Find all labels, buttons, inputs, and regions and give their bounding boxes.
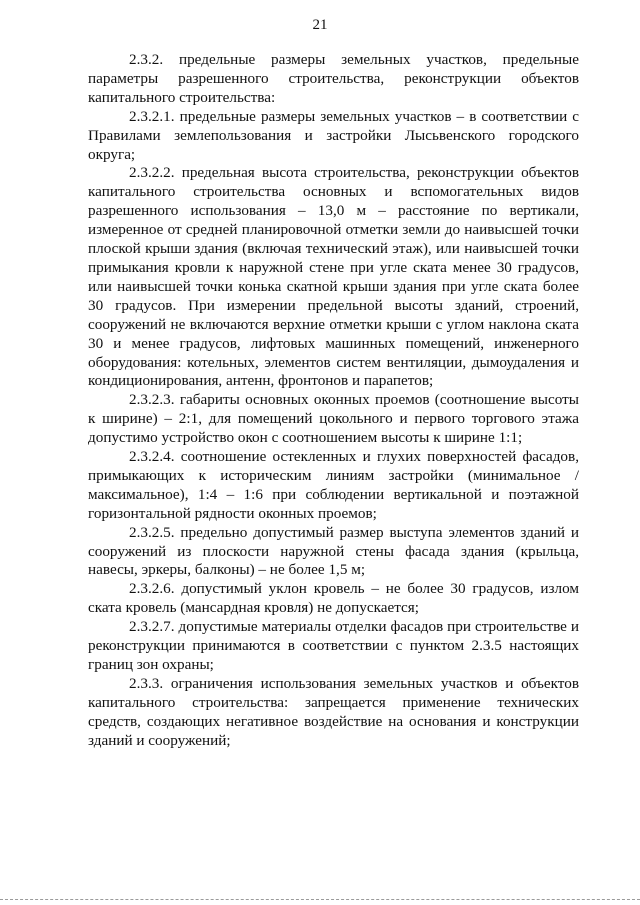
paragraph-2-3-2-7: 2.3.2.7. допустимые материалы отделки фасадов при строительстве и реконструкции принимаются в соответствии с пунктом 2.3.5 настоящих границ зон охраны;: [88, 618, 579, 673]
paragraph-2-3-2-5: 2.3.2.5. предельно допустимый размер выступа элементов зданий и сооружений из плоскости наружной стены фасада здания (крыльца, навесы, эркеры, балконы) – не более 1,5 м;: [88, 523, 579, 579]
document-body: [88, 51, 579, 751]
paragraph-2-3-2-2: 2.3.2.2. предельная высота строительства, реконструкции объектов капитального строительства основных и вспомогательных видов разрешенного использования – 13,0 м – расстояние по вертикали, измеренное от средней планировочной отметки земли до наивысшей точки плоской крыши здания (включая технический этаж), или наивысшей точки примыкания кровли к наружной стене при угле ската менее 30 градусов, или наивысшей точки конька скатной крыши здания при угле ската более 30 градусов. При измерении предельной высоты зданий, строений, сооружений не включаются верхние отметки крыши с углом наклона ската 30 и менее градусов, лифтовых машинных помещений, инженерного оборудования: котельных, элементов систем вентиляции, дымоудаления и кондиционирования, антенн, фронтонов и парапетов;: [88, 164, 579, 390]
paragraph-2-3-3: 2.3.3. ограничения использования земельных участков и объектов капитального строительства: запрещается применение технических средств, создающих негативное воздействие на основания и конструкции зданий и сооружений;: [88, 674, 579, 749]
paragraph-2-3-2-6: 2.3.2.6. допустимый уклон кровель – не более 30 градусов, излом ската кровель (мансардная кровля) не допускается;: [88, 580, 579, 617]
paragraph-2-3-2: 2.3.2. предельные размеры земельных участков, предельные параметры разрешенного строительства, реконструкции объектов капитального строительства:: [88, 51, 579, 106]
paragraph-2-3-2-1: 2.3.2.1. предельные размеры земельных участков – в соответствии с Правилами землепользования и застройки Лысьвенского городского округа;: [88, 107, 579, 163]
page-bottom-divider: [0, 899, 640, 900]
paragraph-2-3-2-4: 2.3.2.4. соотношение остекленных и глухих поверхностей фасадов, примыкающих к историческим линиям застройки (минимальное / максимальное), 1:4 – 1:6 при соблюдении вертикальной и поэтажной горизонтальной рядности оконных проемов;: [88, 448, 579, 522]
page-number: 21: [312, 17, 328, 33]
paragraph-2-3-2-3: 2.3.2.3. габариты основных оконных проемов (соотношение высоты к ширине) – 2:1, для помещений цокольного и первого торгового этажа допустимо устройство окон с соотношением высоты к ширине 1:1;: [88, 391, 579, 447]
